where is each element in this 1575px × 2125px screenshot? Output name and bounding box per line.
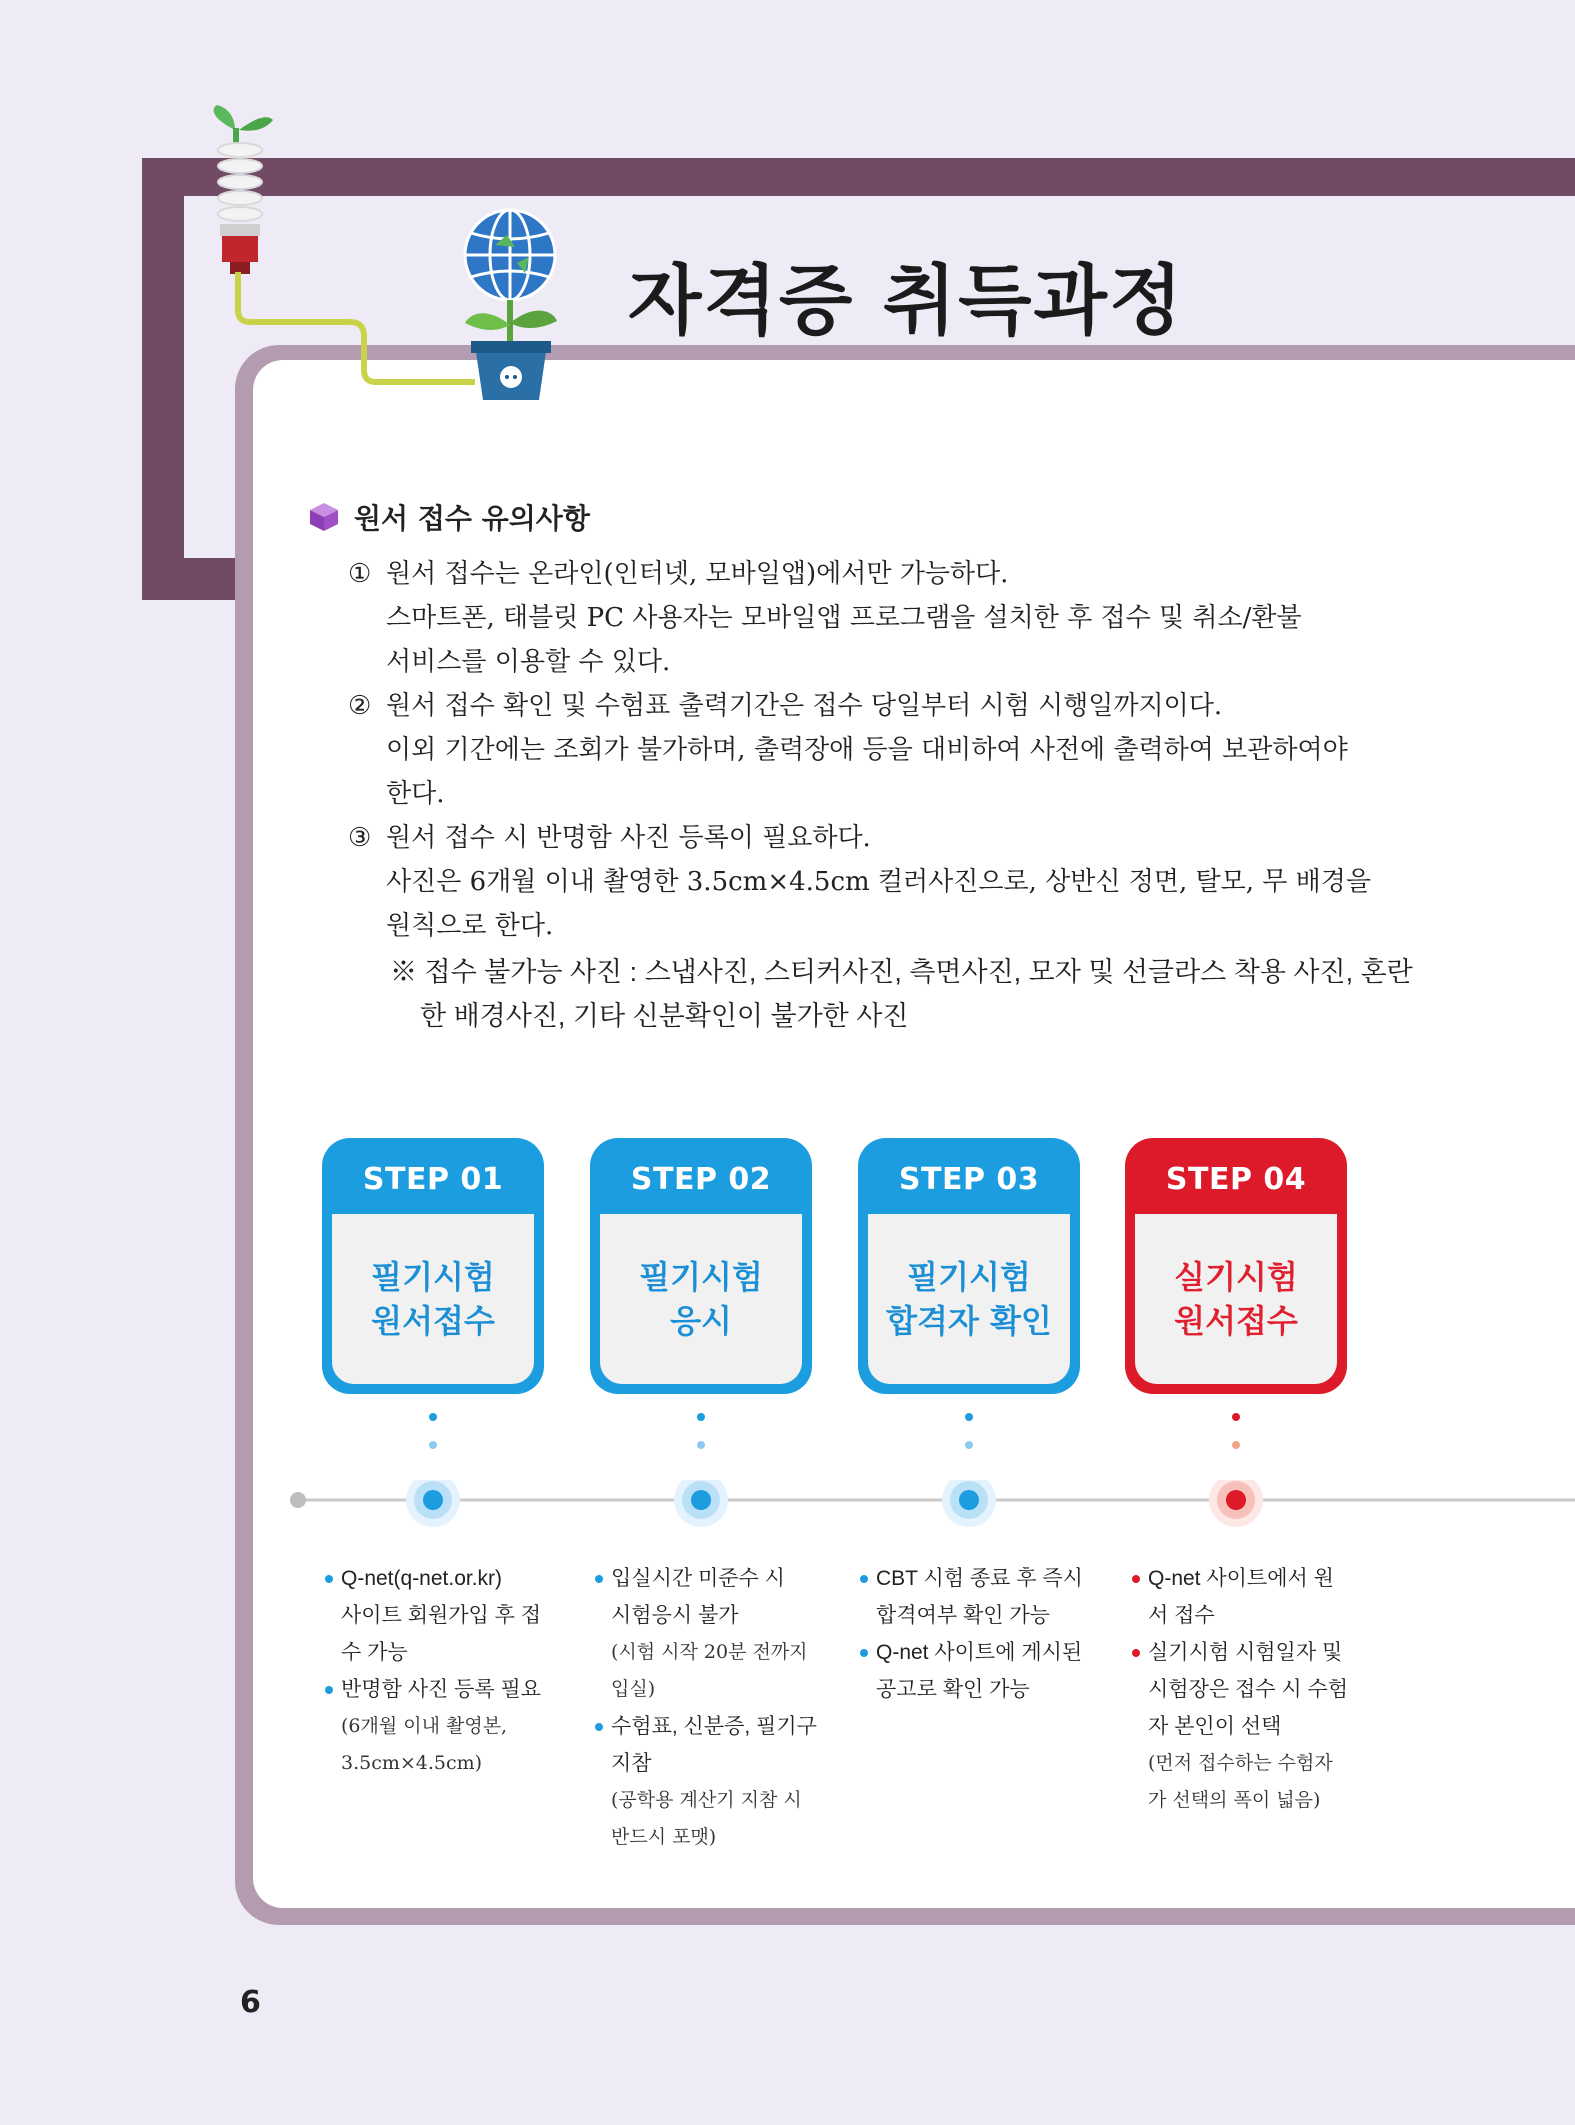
note-line: 한 배경사진, 기타 신분확인이 불가한 사진	[420, 1001, 909, 1031]
step-card-1	[322, 1138, 544, 1394]
paragraph-number: ①	[348, 559, 372, 589]
paragraph-line: 한다.	[386, 779, 445, 809]
detail-subline: (먼저 접수하는 수험자	[1148, 1752, 1333, 1774]
section-heading	[308, 497, 590, 537]
paragraph-line: 이외 기간에는 조회가 불가하며, 출력장애 등을 대비하여 사전에 출력하여 보관하여야	[386, 735, 1348, 765]
detail-line: Q-net(q-net.or.kr)	[341, 1567, 503, 1590]
detail-line: 수험표, 신분증, 필기구	[611, 1715, 817, 1738]
step-title-line: 실기시험	[1174, 1258, 1298, 1296]
timeline-connectors	[0, 1400, 1575, 1500]
detail-line: 수 가능	[341, 1641, 408, 1664]
paragraph-number: ③	[348, 823, 372, 853]
step-label: STEP 04	[1165, 1162, 1307, 1197]
list-item	[860, 1634, 1090, 1708]
globe-plant-icon	[455, 205, 575, 405]
paragraph-line: 원서 접수는 온라인(인터넷, 모바일앱)에서만 가능하다.	[386, 559, 1009, 589]
detail-subline: (공학용 계산기 지참 시	[611, 1789, 802, 1811]
detail-line: 서 접수	[1148, 1604, 1215, 1627]
paragraph-1	[348, 552, 1302, 684]
step-title-line: 필기시험	[639, 1258, 763, 1296]
list-item	[1132, 1634, 1362, 1819]
bullet-dot	[1132, 1649, 1140, 1657]
bullet-dot	[325, 1686, 333, 1694]
frame-top-bar	[142, 158, 1575, 196]
cube-bullet-icon	[308, 501, 340, 533]
page-number: 6	[240, 1985, 261, 2020]
paragraph-2	[348, 684, 1348, 816]
list-item	[860, 1560, 1090, 1634]
step-title-line: 원서접수	[371, 1302, 495, 1340]
step-body	[600, 1214, 802, 1384]
step-label: STEP 03	[898, 1162, 1040, 1197]
step-details-2	[595, 1560, 825, 1856]
lightbulb-sprout-icon	[195, 100, 285, 290]
frame-left-bar	[142, 158, 184, 600]
bullet-dot	[1132, 1575, 1140, 1583]
detail-line: 지참	[611, 1752, 652, 1775]
detail-subline: (시험 시작 20분 전까지	[611, 1641, 808, 1663]
step-body	[868, 1214, 1070, 1384]
detail-line: 합격여부 확인 가능	[876, 1604, 1050, 1627]
list-item	[325, 1671, 555, 1782]
paragraph-line: 스마트폰, 태블릿 PC 사용자는 모바일앱 프로그램을 설치한 후 접수 및 취소/환불	[386, 603, 1302, 633]
step-title-line: 필기시험	[371, 1258, 495, 1296]
detail-line: 실기시험 시험일자 및	[1148, 1641, 1343, 1664]
step-title-line: 필기시험	[907, 1258, 1031, 1296]
detail-line: 시험응시 불가	[611, 1604, 739, 1627]
paragraph-line: 원서 접수 시 반명함 사진 등록이 필요하다.	[386, 823, 871, 853]
step-label: STEP 01	[362, 1162, 504, 1197]
cord-line	[230, 270, 490, 400]
detail-line: 반명함 사진 등록 필요	[341, 1678, 542, 1701]
detail-line: CBT 시험 종료 후 즉시	[876, 1567, 1083, 1590]
detail-subline: 3.5cm×4.5cm)	[341, 1752, 483, 1774]
step-card-3	[858, 1138, 1080, 1394]
step-card-4	[1125, 1138, 1347, 1394]
paragraph-line: 서비스를 이용할 수 있다.	[386, 647, 671, 677]
detail-line: 공고로 확인 가능	[876, 1678, 1030, 1701]
step-title-line: 합격자 확인	[886, 1302, 1052, 1340]
detail-line: 자 본인이 선택	[1148, 1715, 1282, 1738]
page-title: 자격증 취득과정	[628, 256, 1185, 345]
detail-subline: 입실)	[611, 1678, 656, 1700]
detail-subline: 가 선택의 폭이 넓음)	[1148, 1789, 1321, 1811]
paragraph-3	[348, 816, 1371, 948]
detail-line: 시험장은 접수 시 수험	[1148, 1678, 1349, 1701]
bullet-dot	[860, 1649, 868, 1657]
bullet-dot	[325, 1575, 333, 1583]
step-title-line: 응시	[670, 1302, 732, 1340]
paragraph-line: 원서 접수 확인 및 수험표 출력기간은 접수 당일부터 시험 시행일까지이다.	[386, 691, 1223, 721]
detail-subline: 반드시 포맷)	[611, 1826, 717, 1848]
list-item	[595, 1708, 825, 1856]
paragraph-line: 원칙으로 한다.	[386, 911, 554, 941]
step-details-4	[1132, 1560, 1362, 1819]
paragraph-number: ②	[348, 691, 372, 721]
detail-line: 입실시간 미준수 시	[611, 1567, 785, 1590]
step-details-1	[325, 1560, 555, 1782]
step-body	[332, 1214, 534, 1384]
list-item	[1132, 1560, 1362, 1634]
detail-line: Q-net 사이트에서 원	[1148, 1567, 1334, 1590]
detail-subline: (6개월 이내 촬영본,	[341, 1715, 508, 1737]
paragraph-line: 사진은 6개월 이내 촬영한 3.5cm×4.5cm 컬러사진으로, 상반신 정면, 탈모, 무 배경을	[386, 867, 1372, 897]
bullet-dot	[860, 1575, 868, 1583]
list-item	[595, 1560, 825, 1708]
note-line: ※ 접수 불가능 사진 : 스냅사진, 스티커사진, 측면사진, 모자 및 선글라스 착용 사진, 혼란	[390, 957, 1413, 987]
step-details-3	[860, 1560, 1090, 1708]
frame-bottom-stub	[142, 558, 242, 600]
detail-line: 사이트 회원가입 후 접	[341, 1604, 542, 1627]
bullet-dot	[595, 1575, 603, 1583]
step-title-line: 원서접수	[1174, 1302, 1298, 1340]
step-card-2	[590, 1138, 812, 1394]
detail-line: Q-net 사이트에 게시된	[876, 1641, 1083, 1664]
step-body	[1135, 1214, 1337, 1384]
bullet-dot	[595, 1723, 603, 1731]
list-item	[325, 1560, 555, 1671]
step-label: STEP 02	[630, 1162, 772, 1197]
photo-note	[390, 950, 1413, 1038]
section-title: 원서 접수 유의사항	[354, 502, 590, 535]
